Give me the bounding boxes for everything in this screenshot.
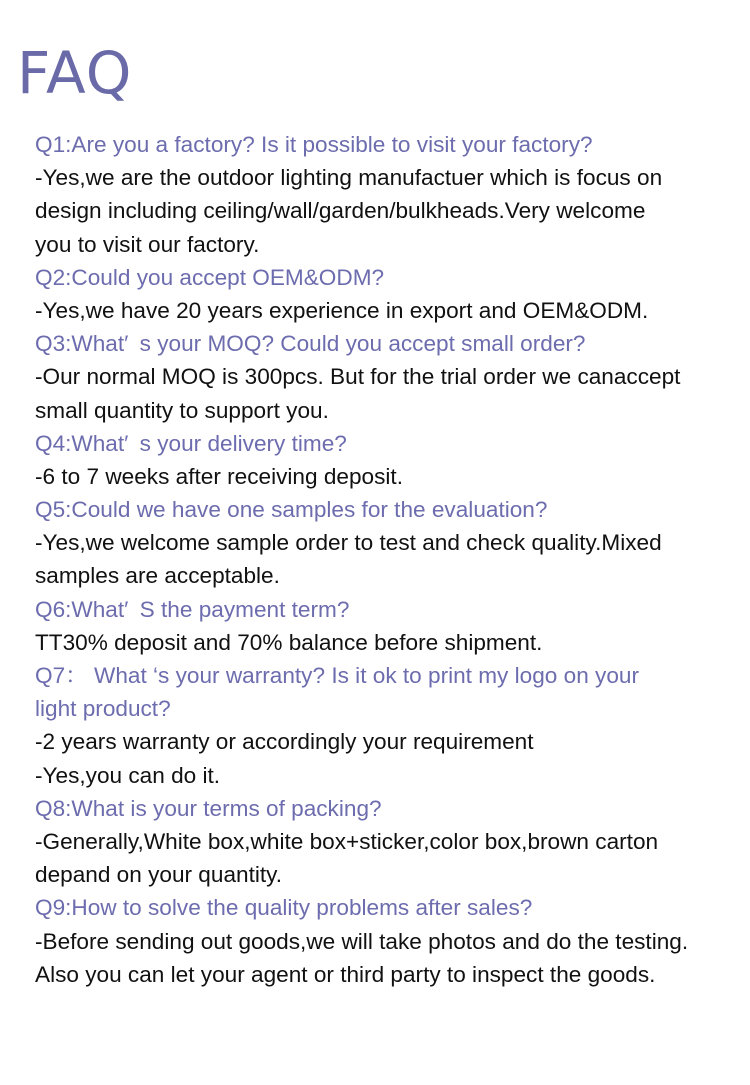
faq-answer-line: -Our normal MOQ is 300pcs. But for the trial order we canaccept bbox=[35, 364, 681, 390]
faq-question: Q5:Could we have one samples for the evaluation? bbox=[35, 497, 548, 523]
faq-item-2 bbox=[35, 261, 747, 327]
faq-question: Q4:What′ s your delivery time? bbox=[35, 430, 347, 456]
faq-answer-line: TT30% deposit and 70% balance before shipment. bbox=[35, 629, 543, 655]
faq-question: Q3:What′ s your MOQ? Could you accept small order? bbox=[35, 331, 586, 357]
faq-answer-line: -Yes,we have 20 years experience in export and OEM&ODM. bbox=[35, 297, 649, 323]
faq-answer-line: Also you can let your agent or third party to inspect the goods. bbox=[35, 961, 656, 987]
faq-question: light product? bbox=[35, 696, 171, 722]
faq-question: Q1:Are you a factory? Is it possible to visit your factory? bbox=[35, 132, 593, 157]
faq-item-9 bbox=[35, 891, 747, 991]
faq-item-1 bbox=[35, 128, 747, 261]
faq-answer-line: -Yes,you can do it. bbox=[35, 762, 221, 788]
faq-question: Q6:What′ S the payment term? bbox=[35, 596, 350, 622]
faq-answer-line: small quantity to support you. bbox=[35, 397, 329, 423]
faq-item-3 bbox=[35, 327, 747, 427]
faq-question: Q9:How to solve the quality problems after sales? bbox=[35, 895, 533, 921]
faq-question: Q7： What ‘s your warranty? Is it ok to print my logo on your bbox=[35, 663, 639, 688]
faq-question: Q8:What is your terms of packing? bbox=[35, 795, 382, 821]
faq-answer-line: -6 to 7 weeks after receiving deposit. bbox=[35, 463, 403, 489]
faq-answer-line: samples are acceptable. bbox=[35, 563, 280, 589]
faq-item-7 bbox=[35, 659, 747, 792]
faq-answer-line: -Yes,we are the outdoor lighting manufactuer which is focus on bbox=[35, 165, 663, 191]
faq-item-6 bbox=[35, 593, 747, 659]
faq-answer-line: -2 years warranty or accordingly your requirement bbox=[35, 729, 534, 755]
faq-list bbox=[35, 128, 747, 991]
page-title: FAQ bbox=[17, 39, 133, 107]
faq-answer-line: design including ceiling/wall/garden/bulkheads.Very welcome bbox=[35, 198, 646, 224]
faq-answer-line: you to visit our factory. bbox=[35, 231, 260, 257]
faq-item-8 bbox=[35, 792, 747, 892]
faq-answer-line: -Yes,we welcome sample order to test and check quality.Mixed bbox=[35, 530, 662, 556]
faq-item-5 bbox=[35, 493, 747, 593]
faq-item-4 bbox=[35, 427, 747, 493]
faq-answer-line: depand on your quantity. bbox=[35, 862, 283, 888]
faq-question: Q2:Could you accept OEM&ODM? bbox=[35, 264, 385, 290]
faq-answer-line: -Before sending out goods,we will take photos and do the testing. bbox=[35, 928, 689, 954]
faq-answer-line: -Generally,White box,white box+sticker,color box,brown carton bbox=[35, 828, 659, 854]
